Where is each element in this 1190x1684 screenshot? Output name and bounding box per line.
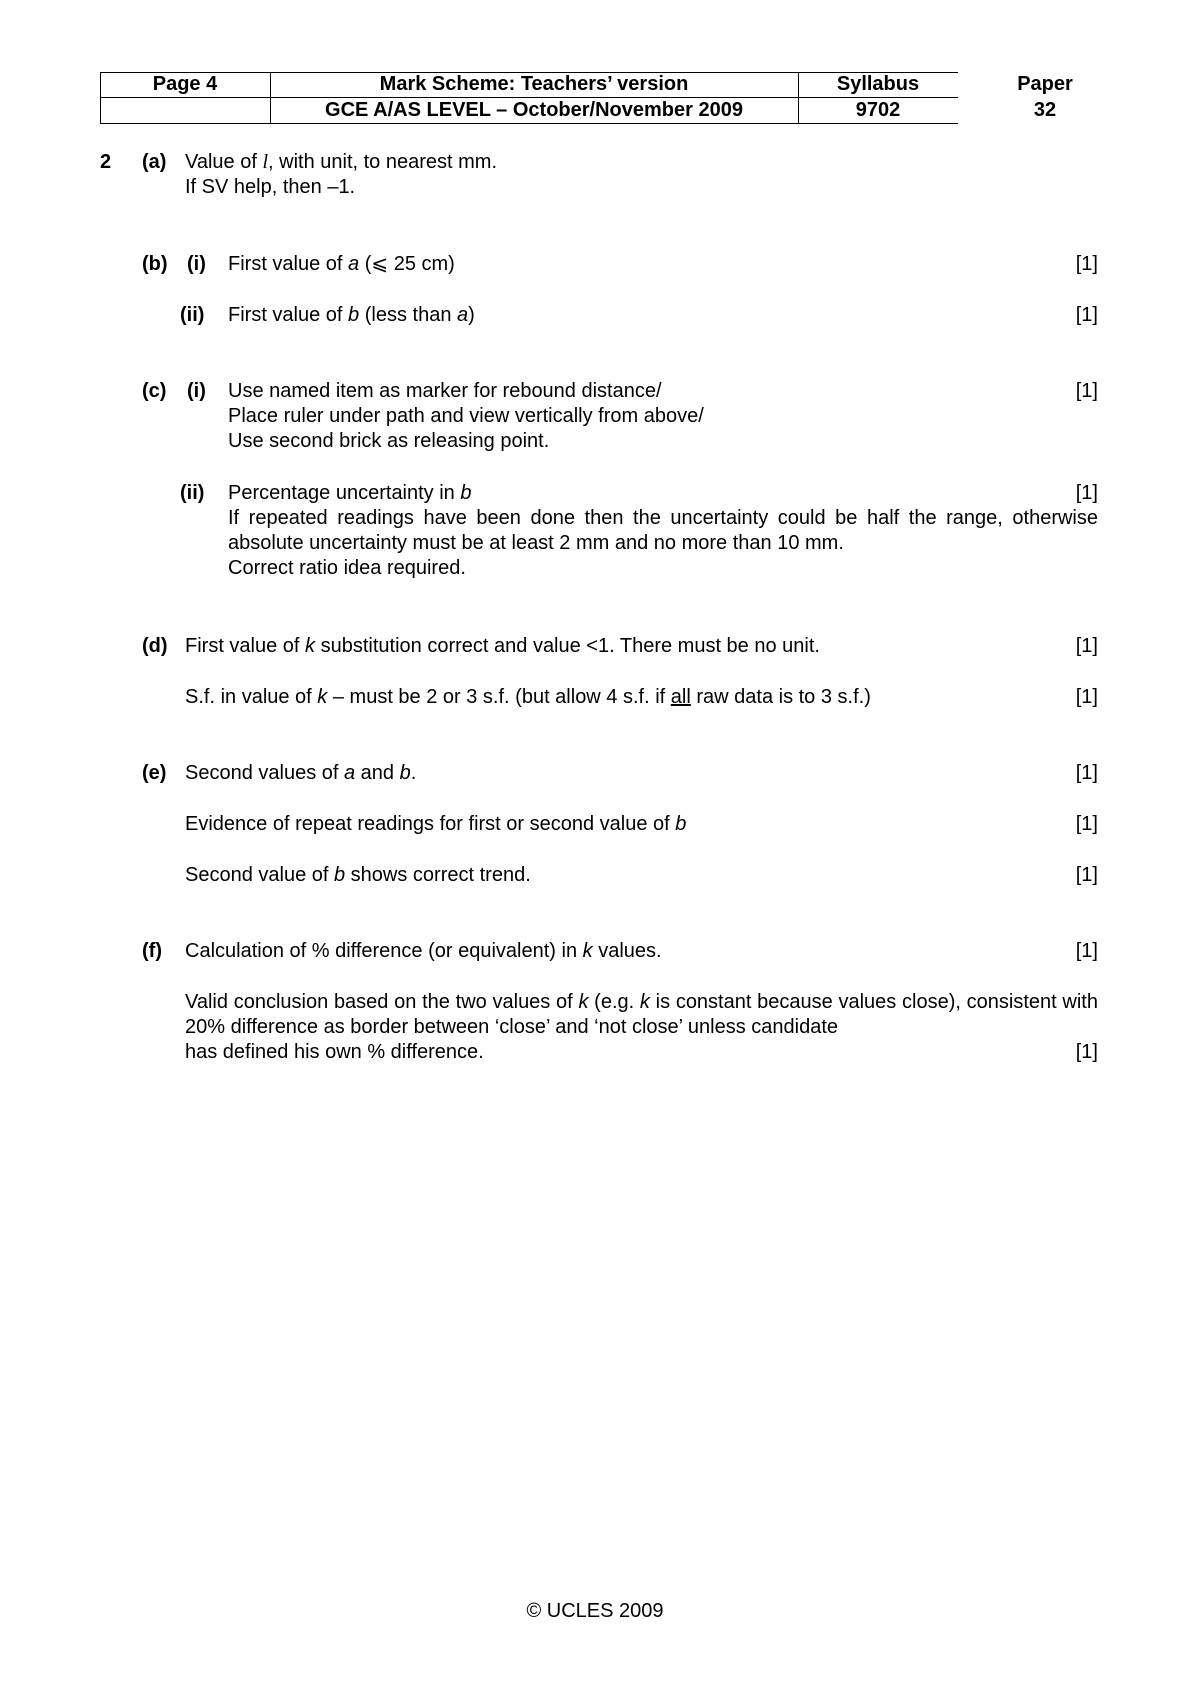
part-f-paragraph: Valid conclusion based on the two values of k (e.g. k is constant because values close), consistent with 20% difference as border between ‘close’ and ‘not close’ unless candidate (185, 991, 1098, 1038)
part-c-ii-line-1: Percentage uncertainty in b (228, 482, 472, 504)
part-c-ii-label: (ii) (180, 482, 205, 504)
document-title: Mark Scheme: Teachers’ version (379, 73, 689, 95)
part-d-mark-1: [1] (1075, 635, 1098, 657)
part-a-line-2: If SV help, then –1. (185, 176, 356, 198)
part-e-mark-2: [1] (1075, 813, 1098, 835)
part-f-last-line: has defined his own % difference. (185, 1041, 484, 1063)
paper-number: 32 (1033, 99, 1057, 121)
part-e-line-1: Second values of a and b. (185, 762, 417, 784)
part-f-mark-1: [1] (1075, 940, 1098, 962)
part-e-line-3: Second value of b shows correct trend. (185, 864, 531, 886)
part-e-mark-1: [1] (1075, 762, 1098, 784)
part-f-line-1: Calculation of % difference (or equivalent) in k values. (185, 940, 662, 962)
exam-session: GCE A/AS LEVEL – October/November 2009 (325, 99, 743, 121)
syllabus-label: Syllabus (836, 73, 920, 95)
part-c-ii-line-4: Correct ratio idea required. (228, 557, 466, 579)
part-c-i-mark: [1] (1075, 380, 1098, 402)
part-b-label: (b) (142, 253, 168, 275)
part-b-i-label: (i) (187, 253, 206, 275)
copyright-footer: © UCLES 2009 (526, 1600, 664, 1622)
part-d-line-1: First value of k substitution correct and value <1. There must be no unit. (185, 635, 820, 657)
page-number: Page 4 (152, 73, 218, 95)
part-b-i-text: First value of a (⩽ 25 cm) (228, 253, 455, 275)
part-b-ii-mark: [1] (1075, 304, 1098, 326)
part-c-i-line-1: Use named item as marker for rebound distance/ (228, 380, 662, 402)
part-c-i-label: (i) (187, 380, 206, 402)
part-b-ii-text: First value of b (less than a) (228, 304, 475, 326)
part-c-i-line-3: Use second brick as releasing point. (228, 430, 550, 452)
part-d-label: (d) (142, 635, 168, 657)
part-c-ii-mark: [1] (1075, 482, 1098, 504)
part-e-line-2: Evidence of repeat readings for first or second value of b (185, 813, 687, 835)
paper-label: Paper (1017, 73, 1073, 95)
part-e-mark-3: [1] (1075, 864, 1098, 886)
syllabus-code: 9702 (855, 99, 901, 121)
part-a-label: (a) (142, 151, 167, 173)
question-number: 2 (100, 151, 112, 173)
part-f-label: (f) (142, 940, 162, 962)
part-e-label: (e) (142, 762, 167, 784)
part-d-line-2: S.f. in value of k – must be 2 or 3 s.f. (but allow 4 s.f. if all raw data is to 3 s.f.) (185, 686, 871, 708)
part-b-ii-label: (ii) (180, 304, 205, 326)
part-f-mark-2: [1] (1075, 1041, 1098, 1063)
part-c-label: (c) (142, 380, 167, 402)
part-a-line-1: Value of l, with unit, to nearest mm. (185, 151, 498, 173)
header-bottom-border (100, 123, 958, 124)
part-b-i-mark: [1] (1075, 253, 1098, 275)
part-d-mark-2: [1] (1075, 686, 1098, 708)
part-c-ii-paragraph: If repeated readings have been done then the uncertainty could be half the range, otherwise absolute uncertainty must be at least 2 mm and no more than 10 mm. (228, 507, 1098, 554)
header-table (100, 72, 1140, 124)
part-c-i-line-2: Place ruler under path and view vertically from above/ (228, 405, 704, 427)
